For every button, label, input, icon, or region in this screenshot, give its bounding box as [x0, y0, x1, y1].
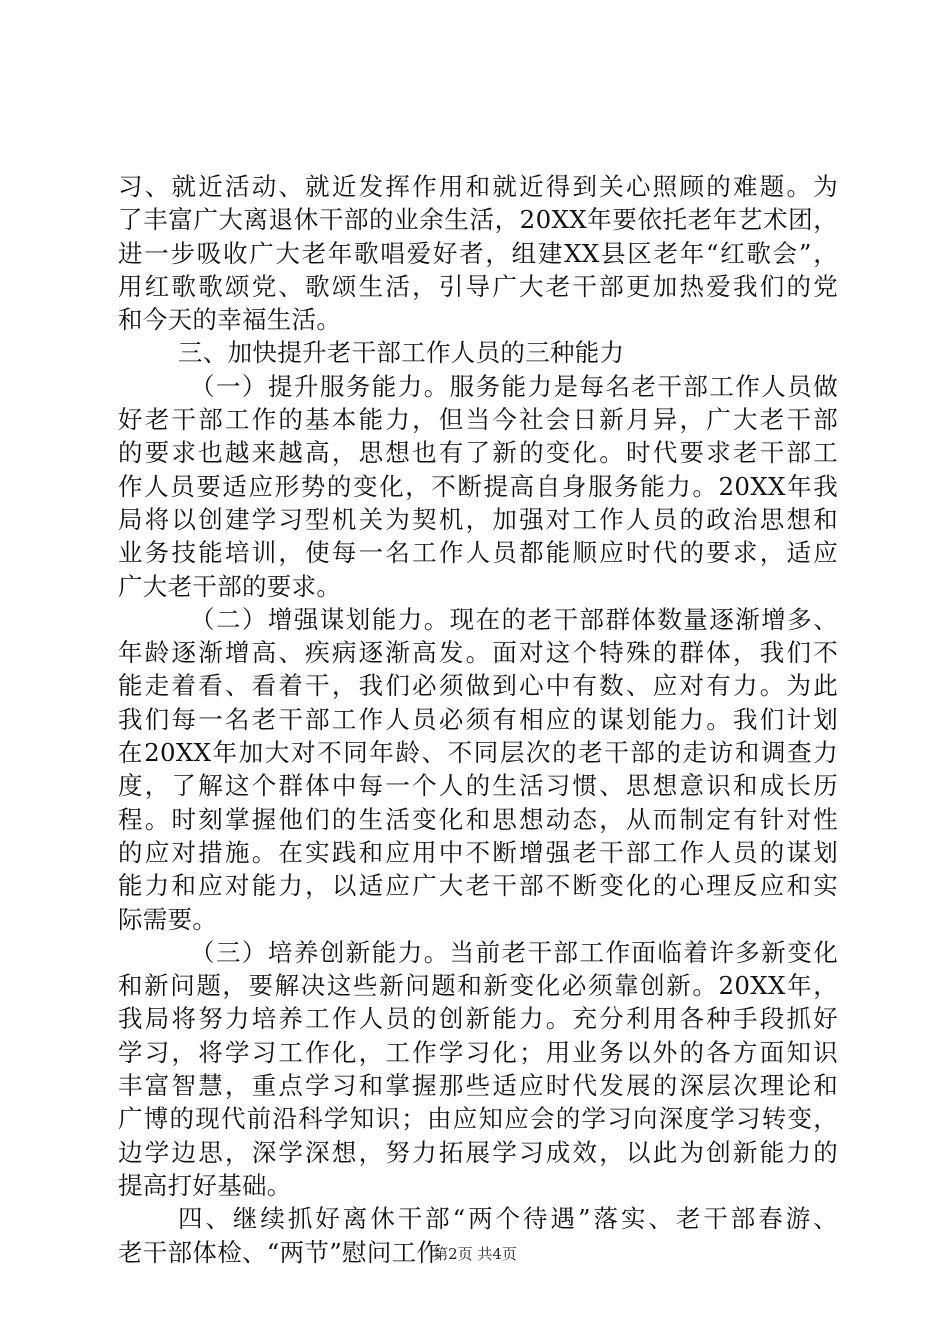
text-line: 广大老干部的要求。: [118, 571, 342, 601]
text-line: 提高打好基础。: [118, 1170, 292, 1200]
text-line: 年龄逐渐增高、疾病逐渐高发。面对这个特殊的群体，我们不: [118, 638, 838, 668]
text-line: 能力和应对能力，以适应广大老干部不断变化的心理反应和实: [118, 871, 838, 901]
text-line: 业务技能培训，使每一名工作人员都能顺应时代的要求，适应: [118, 538, 838, 568]
text-line: （二）增强谋划能力。现在的老干部群体数量逐渐增多、: [190, 604, 838, 634]
section-heading: 四、继续抓好离休干部“两个待遇”落实、老干部春游、: [178, 1204, 838, 1234]
section-heading: 三、加快提升老干部工作人员的三种能力: [178, 338, 625, 368]
text-line: 和新问题，要解决这些新问题和新变化必须靠创新。20XX年，: [118, 971, 838, 1001]
text-line: 局将以创建学习型机关为契机，加强对工作人员的政治思想和: [118, 504, 838, 534]
text-line: （三）培养创新能力。当前老干部工作面临着许多新变化: [190, 937, 838, 967]
text-line: 习、就近活动、就近发挥作用和就近得到关心照顾的难题。为: [118, 172, 838, 201]
text-line: 际需要。: [118, 904, 218, 934]
text-line: 了丰富广大离退休干部的业余生活，20XX年要依托老年艺术团，: [118, 205, 838, 235]
page-footer: [0, 1244, 950, 1264]
page-number: 第2页 共4页: [433, 1245, 517, 1263]
text-line: 在20XX年加大对不同年龄、不同层次的老干部的走访和调查力: [118, 738, 838, 768]
text-line: （一）提升服务能力。服务能力是每名老干部工作人员做: [190, 371, 838, 401]
text-line: 度，了解这个群体中每一个人的生活习惯、思想意识和成长历: [118, 771, 838, 801]
body-text: [118, 170, 838, 1269]
text-line: 和今天的幸福生活。: [118, 305, 342, 335]
text-line: 能走着看、看着干，我们必须做到心中有数、应对有力。为此: [118, 671, 838, 701]
text-line: 好老干部工作的基本能力，但当今社会日新月异，广大老干部: [118, 405, 838, 435]
text-line: 广博的现代前沿科学知识；由应知应会的学习向深度学习转变，: [118, 1104, 838, 1134]
text-line: 丰富智慧，重点学习和掌握那些适应时代发展的深层次理论和: [118, 1071, 838, 1101]
section-heading: 老干部体检、“两节”慰问工作: [118, 1237, 442, 1267]
text-line: 的应对措施。在实践和应用中不断增强老干部工作人员的谋划: [118, 837, 838, 867]
text-line: 边学边思，深学深想，努力拓展学习成效，以此为创新能力的: [118, 1137, 838, 1167]
text-line: 作人员要适应形势的变化，不断提高自身服务能力。20XX年我: [118, 471, 838, 501]
text-line: 我局将努力培养工作人员的创新能力。充分利用各种手段抓好: [118, 1004, 838, 1034]
text-line: 我们每一名老干部工作人员必须有相应的谋划能力。我们计划: [118, 704, 838, 734]
text-line: 的要求也越来越高，思想也有了新的变化。时代要求老干部工: [118, 438, 838, 468]
text-line: 进一步吸收广大老年歌唱爱好者，组建XX县区老年“红歌会”，: [118, 238, 838, 268]
text-line: 用红歌歌颂党、歌颂生活，引导广大老干部更加热爱我们的党: [118, 271, 838, 301]
text-line: 程。时刻掌握他们的生活变化和思想动态，从而制定有针对性: [118, 804, 838, 834]
text-line: 学习，将学习工作化，工作学习化；用业务以外的各方面知识: [118, 1037, 838, 1067]
